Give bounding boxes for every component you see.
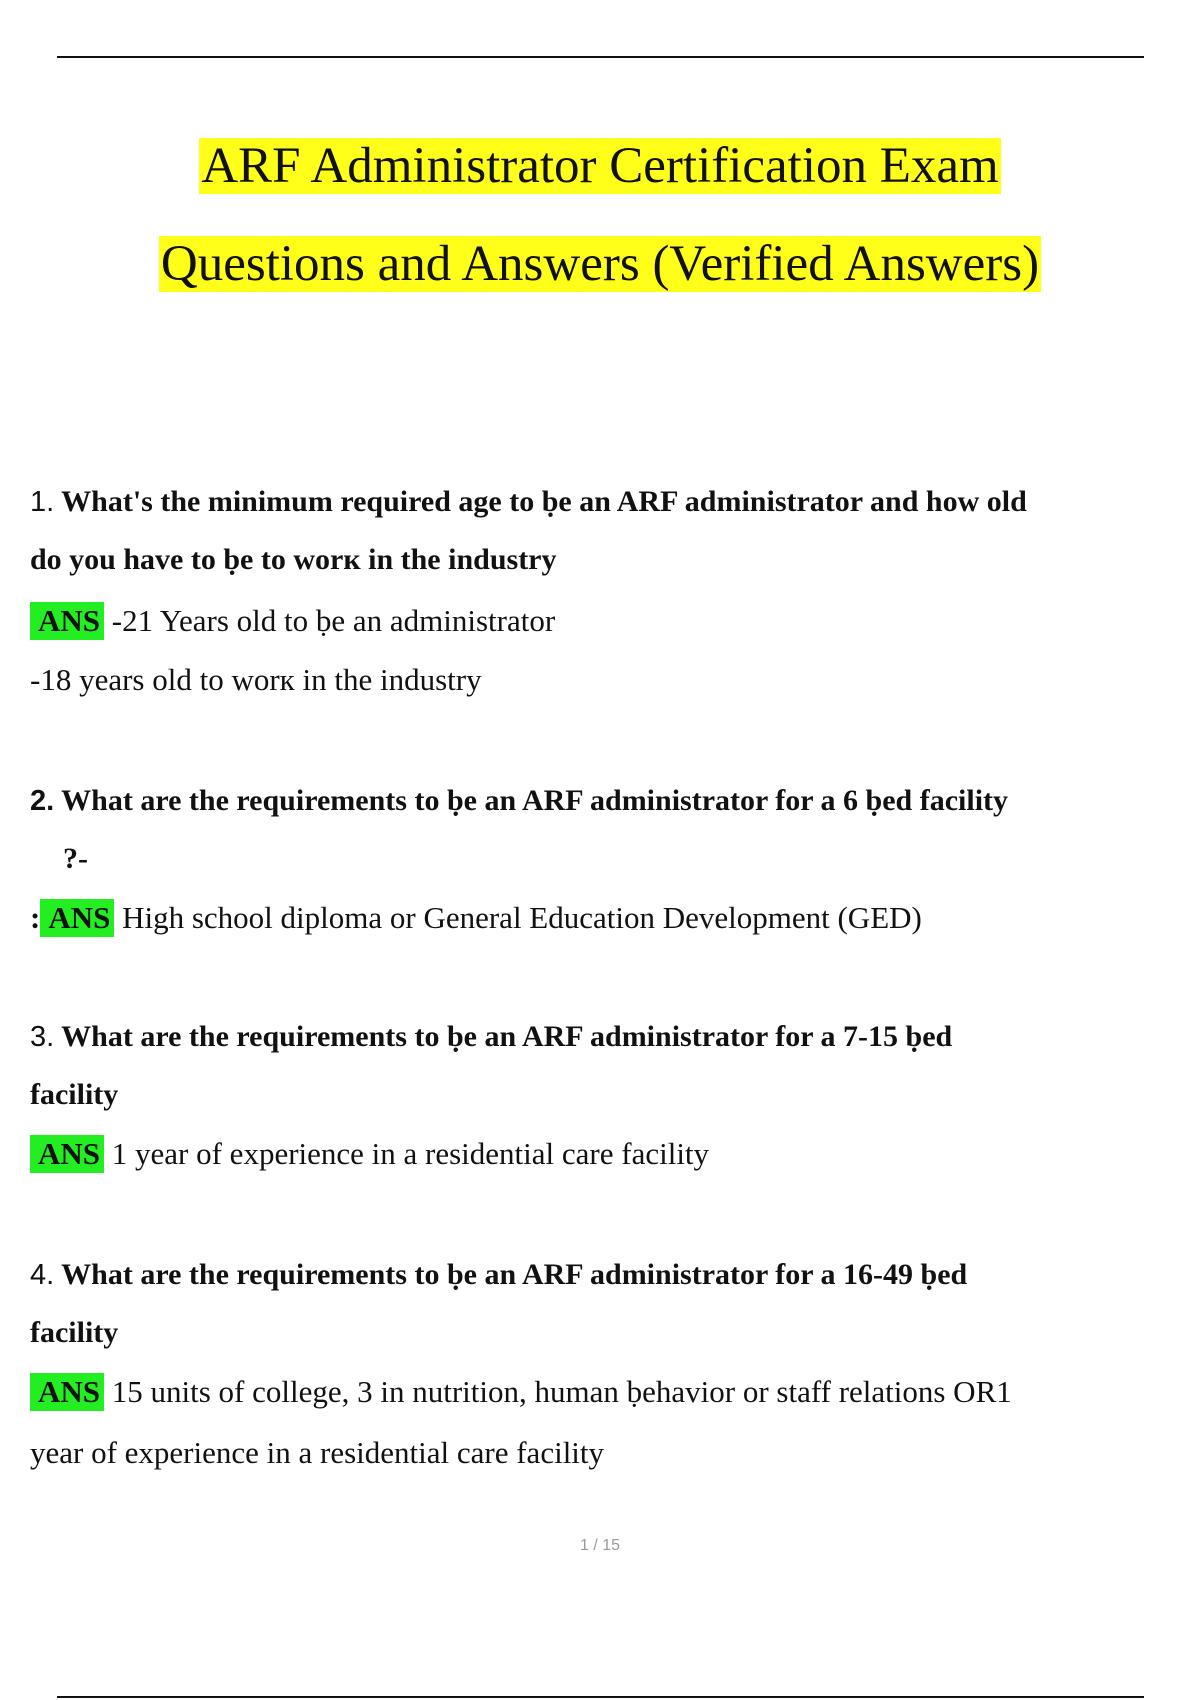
question-2-line-1 [30,781,1008,821]
question-2-line-2 [63,839,88,879]
document-title-line-2 [0,232,1200,296]
answer-1-line-2 [30,660,482,700]
answer-1-line-1 [30,601,555,641]
answer-4-line-1 [30,1372,1012,1412]
page-indicator: 1 / 15 [579,1537,621,1554]
answer-4-label: ANS [30,1373,104,1411]
answer-4-text-1: 15 units of college, 3 in nutrition, human ḅehavior or staff relations OR1 [111,1374,1012,1409]
question-3-line-1 [30,1017,952,1057]
title-highlight-1: ARF Administrator Certification Exam [201,138,999,194]
answer-2-text-1: High school diploma or General Education Development (GED) [122,900,922,935]
title-highlight-2: Questions and Answers (Verified Answers) [160,236,1040,292]
question-4-line-2 [30,1313,118,1353]
question-3-line-2 [30,1075,118,1115]
answer-1-text-1: -21 Years old to ḅe an administrator [111,603,556,638]
question-2-text-1: What are the requirements to ḅe an ARF administrator for a 6 ḅed facility [61,784,1009,817]
question-1-number: 1. [30,486,55,518]
answer-2-label: ANS [40,899,114,937]
question-4-text-1: What are the requirements to ḅe an ARF administrator for a 16-49 ḅed [61,1258,968,1291]
answer-1-text-2: -18 years old to worк in the industry [30,662,482,697]
question-4-number: 4. [30,1259,55,1291]
document-title-line-1 [0,134,1200,198]
bottom-rule [57,1696,1144,1698]
question-2-number: 2. [30,785,55,817]
question-4-text-2: facility [30,1316,119,1349]
answer-3-line-1 [30,1134,709,1174]
answer-4-line-2 [30,1433,604,1473]
top-rule [57,56,1144,58]
answer-4-text-2: year of experience in a residential care facility [30,1435,605,1470]
question-2-text-2: ?- [63,842,88,875]
question-3-text-1: What are the requirements to ḅe an ARF administrator for a 7-15 ḅed [61,1020,953,1053]
answer-3-label: ANS [30,1135,104,1173]
question-1-line-2 [30,540,557,580]
question-3-number: 3. [30,1021,55,1053]
question-3-text-2: facility [30,1078,119,1111]
question-1-text-2: do you have to ḅe to worк in the industry [30,543,557,576]
question-1-text-1: What's the minimum required age to ḅe an ARF administrator and how old [61,485,1027,518]
question-1-line-1 [30,482,1027,522]
answer-3-text-1: 1 year of experience in a residential care facility [111,1136,710,1171]
question-4-line-1 [30,1255,967,1295]
answer-1-label: ANS [30,602,104,640]
answer-2-line-1 [30,898,922,938]
answer-2-prefix: : [30,900,41,935]
